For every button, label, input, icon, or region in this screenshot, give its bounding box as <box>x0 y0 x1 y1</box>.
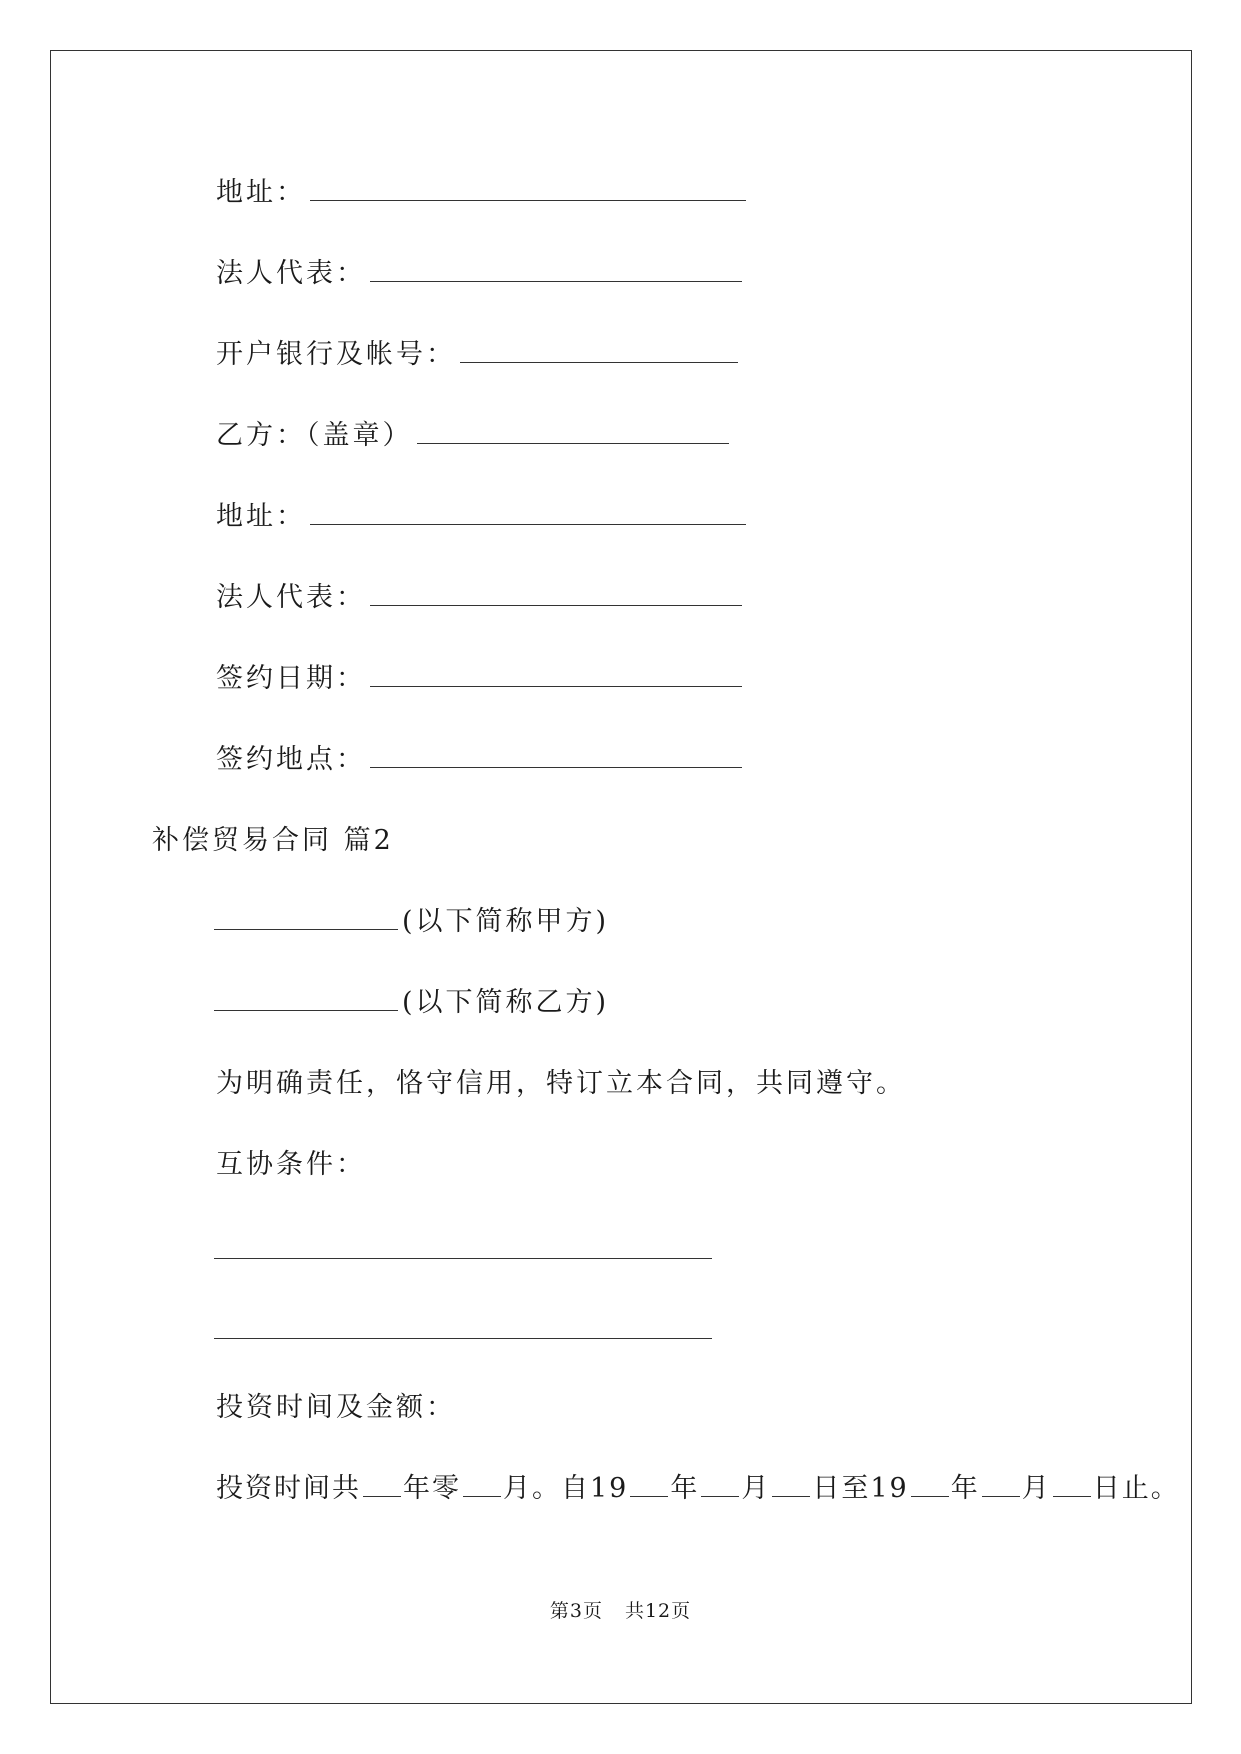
condition-blank-line[interactable] <box>214 1258 712 1259</box>
text-segment: 年 <box>950 1473 980 1504</box>
field-address-a <box>216 175 746 211</box>
fill-in-blank[interactable] <box>701 1472 739 1497</box>
text-segment: 日止。 <box>1092 1473 1180 1504</box>
text-segment: 年零 <box>403 1473 461 1504</box>
field-legal-rep-a <box>216 256 742 292</box>
page-footer <box>0 1596 1241 1623</box>
field-label: 法人代表： <box>216 582 366 613</box>
party-b-suffix: (以下简称乙方) <box>402 987 610 1018</box>
text-segment: 月 <box>1021 1473 1051 1504</box>
field-label: 签约日期： <box>216 663 366 694</box>
text-segment: 日至19 <box>812 1473 909 1504</box>
party-a-suffix: (以下简称甲方) <box>402 906 610 937</box>
fill-in-blank[interactable] <box>370 257 742 282</box>
fill-in-blank[interactable] <box>370 662 742 687</box>
fill-in-blank[interactable] <box>463 1472 501 1497</box>
investment-period-text <box>216 1471 1180 1507</box>
fill-in-blank[interactable] <box>310 176 746 201</box>
field-bank-account-a <box>216 337 738 373</box>
text-segment: 月。自19 <box>503 1473 629 1504</box>
fill-in-blank[interactable] <box>460 338 738 363</box>
fill-in-blank[interactable] <box>214 986 398 1011</box>
fill-in-blank[interactable] <box>370 743 742 768</box>
fill-in-blank[interactable] <box>982 1472 1020 1497</box>
party-b-seal <box>216 418 729 454</box>
page-total: 共12页 <box>624 1600 692 1622</box>
investment-label: 投资时间及金额： <box>216 1392 456 1423</box>
fill-in-blank[interactable] <box>772 1472 810 1497</box>
text-segment: 年 <box>670 1473 700 1504</box>
field-label: 法人代表： <box>216 258 366 289</box>
preamble-paragraph: 为明确责任，恪守信用，特订立本合同，共同遵守。 <box>216 1068 906 1099</box>
party-a-line <box>214 904 609 940</box>
text-segment: 投资时间共 <box>216 1473 361 1504</box>
fill-in-blank[interactable] <box>370 581 742 606</box>
page-number: 第3页 <box>549 1600 603 1622</box>
fill-in-blank[interactable] <box>214 905 398 930</box>
field-sign-date <box>216 661 742 697</box>
field-label: 开户银行及帐号： <box>216 339 456 370</box>
field-label: 地址： <box>216 177 306 208</box>
party-b-line <box>214 985 609 1021</box>
field-sign-place <box>216 742 742 778</box>
field-label: 签约地点： <box>216 744 366 775</box>
condition-blank-line[interactable] <box>214 1338 712 1339</box>
fill-in-blank[interactable] <box>1053 1472 1091 1497</box>
field-label: 乙方：（盖章） <box>216 420 413 451</box>
section-title: 补偿贸易合同 篇2 <box>152 825 394 856</box>
fill-in-blank[interactable] <box>911 1472 949 1497</box>
fill-in-blank[interactable] <box>310 500 746 525</box>
field-address-b <box>216 499 746 535</box>
fill-in-blank[interactable] <box>630 1472 668 1497</box>
text-segment: 月 <box>741 1473 771 1504</box>
conditions-label: 互协条件： <box>216 1149 366 1180</box>
page-border <box>50 50 1192 1704</box>
fill-in-blank[interactable] <box>363 1472 401 1497</box>
field-legal-rep-b <box>216 580 742 616</box>
fill-in-blank[interactable] <box>417 419 729 444</box>
field-label: 地址： <box>216 501 306 532</box>
